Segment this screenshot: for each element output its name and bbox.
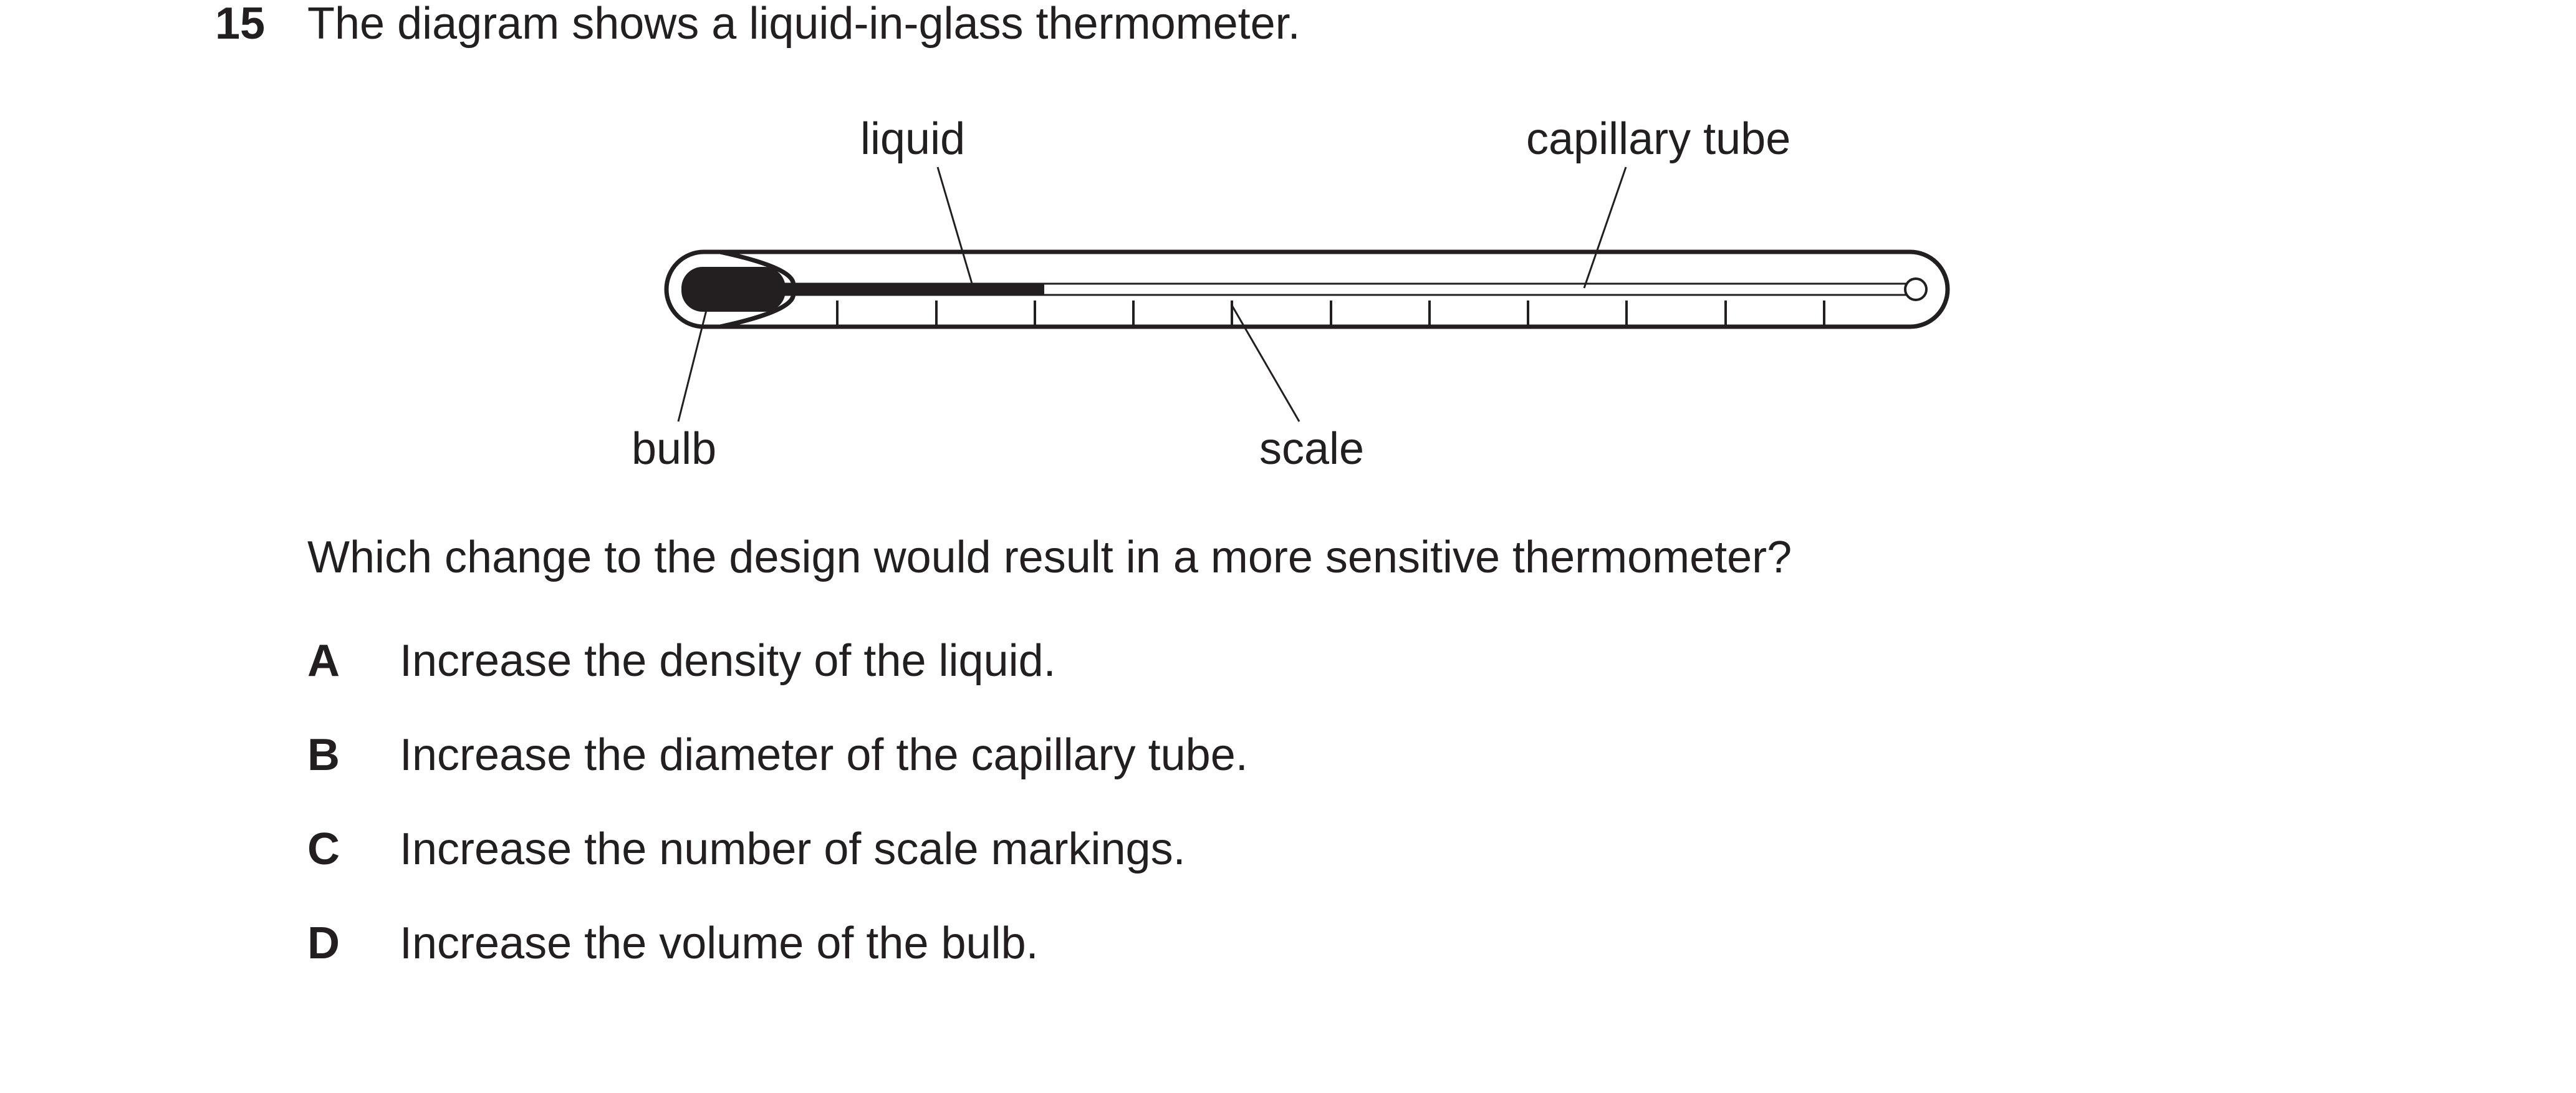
bulb <box>681 267 786 312</box>
scale <box>837 301 1824 327</box>
capillary-tube-leader-line <box>1584 167 1626 288</box>
question-prompt: Which change to the design would result in a more sensitive thermometer? <box>307 532 1792 582</box>
option-text: Increase the diameter of the capillary tube. <box>400 730 1248 780</box>
option-letter: A <box>307 636 340 686</box>
question-number: 15 <box>215 0 266 49</box>
capillary-tube-end <box>1905 279 1926 300</box>
scale-label: scale <box>1259 424 1365 474</box>
scale-leader-line <box>1231 304 1299 421</box>
option-text: Increase the volume of the bulb. <box>400 918 1039 968</box>
thermometer-diagram <box>0 0 2576 499</box>
option-letter: B <box>307 730 340 780</box>
option-text: Increase the density of the liquid. <box>400 636 1056 686</box>
option-text: Increase the number of scale markings. <box>400 824 1186 874</box>
option-letter: D <box>307 918 340 968</box>
liquid-label: liquid <box>860 114 966 164</box>
bulb-leader-line <box>678 293 711 421</box>
capillary-tube-label: capillary tube <box>1526 114 1791 164</box>
liquid-column <box>782 283 1044 296</box>
bulb-label: bulb <box>632 424 717 474</box>
question-stem: The diagram shows a liquid-in-glass thermometer. <box>307 0 1300 49</box>
liquid-leader-line <box>938 167 973 286</box>
option-letter: C <box>307 824 340 874</box>
